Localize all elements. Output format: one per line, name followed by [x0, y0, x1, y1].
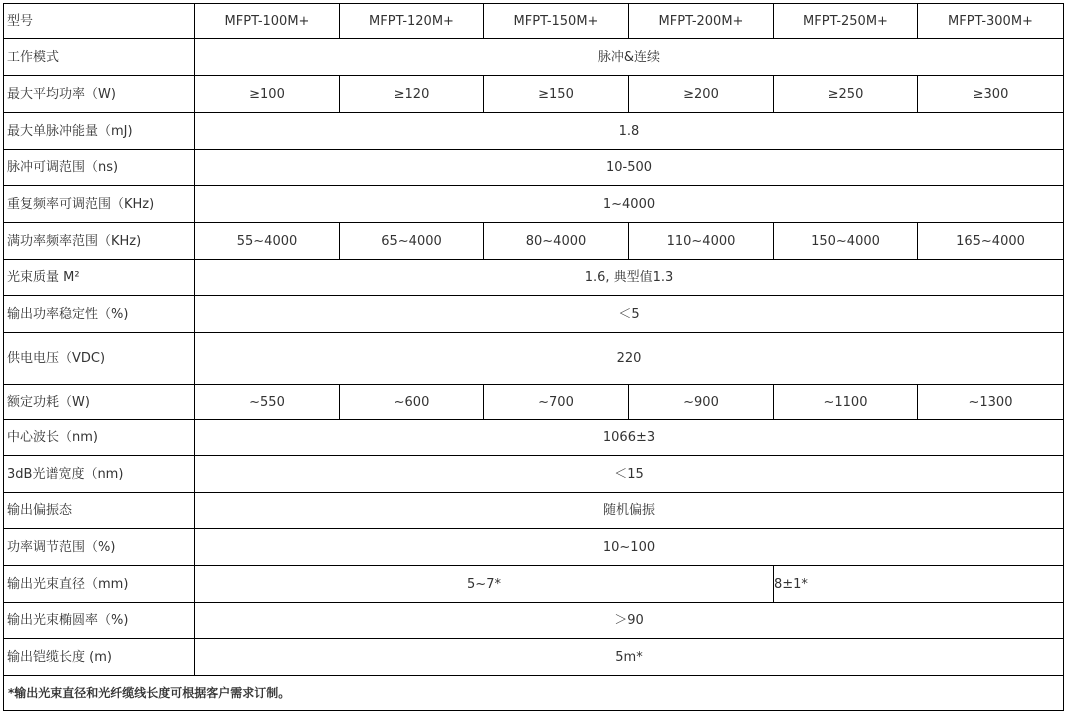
row-label: 工作模式: [4, 39, 195, 76]
row-value: 1~4000: [195, 186, 1064, 223]
row-value: ≥300: [918, 76, 1064, 113]
table-row-pulse-energy: [4, 113, 1064, 150]
row-value: 80~4000: [484, 223, 629, 260]
model-header-4: MFPT-200M+: [629, 4, 774, 39]
row-label: 输出铠缆长度 (m): [4, 639, 195, 676]
row-label: 功率调节范围（%): [4, 529, 195, 566]
table-row-avg-power: [4, 76, 1064, 113]
table-row-polarization: [4, 493, 1064, 529]
row-label: 供电电压（VDC): [4, 333, 195, 385]
row-value: 10-500: [195, 150, 1064, 186]
row-value: ＞90: [195, 603, 1064, 639]
row-value: ≥100: [195, 76, 340, 113]
row-label: 额定功耗（W): [4, 385, 195, 420]
row-label: 3dB光谱宽度（nm): [4, 456, 195, 493]
table-row-model: [4, 4, 1064, 39]
row-value: 55~4000: [195, 223, 340, 260]
row-label: 最大平均功率（W): [4, 76, 195, 113]
table-row-power-range: [4, 529, 1064, 566]
row-value: 220: [195, 333, 1064, 385]
row-label: 型号: [4, 4, 195, 39]
footnote: *输出光束直径和光纤缆线长度可根据客户需求订制。: [4, 676, 1064, 711]
row-label: 光束质量 M²: [4, 260, 195, 296]
row-label: 最大单脉冲能量（mJ): [4, 113, 195, 150]
model-header-6: MFPT-300M+: [918, 4, 1064, 39]
table-row-center-wavelength: [4, 420, 1064, 456]
row-label: 满功率频率范围（KHz): [4, 223, 195, 260]
spec-table: [3, 3, 1064, 711]
row-value: ~600: [340, 385, 484, 420]
table-row-rep-rate: [4, 186, 1064, 223]
row-value: 65~4000: [340, 223, 484, 260]
table-row-beam-quality: [4, 260, 1064, 296]
row-value: 5m*: [195, 639, 1064, 676]
model-header-1: MFPT-100M+: [195, 4, 340, 39]
row-label: 输出偏振态: [4, 493, 195, 529]
table-row-power-stability: [4, 296, 1064, 333]
row-label: 输出功率稳定性（%): [4, 296, 195, 333]
table-row-mode: [4, 39, 1064, 76]
row-value: ＜15: [195, 456, 1064, 493]
row-value: 165~4000: [918, 223, 1064, 260]
row-value: ＜5: [195, 296, 1064, 333]
table-row-ellipticity: [4, 603, 1064, 639]
row-value: 10~100: [195, 529, 1064, 566]
table-row-cable-length: [4, 639, 1064, 676]
row-label: 中心波长（nm): [4, 420, 195, 456]
row-label: 脉冲可调范围（ns): [4, 150, 195, 186]
row-label: 重复频率可调范围（KHz): [4, 186, 195, 223]
model-header-3: MFPT-150M+: [484, 4, 629, 39]
row-label: 输出光束直径（mm): [4, 566, 195, 603]
row-value: ~900: [629, 385, 774, 420]
row-value: 1.8: [195, 113, 1064, 150]
row-value: 5~7*: [195, 566, 774, 603]
row-value: ≥120: [340, 76, 484, 113]
row-value: 1.6, 典型值1.3: [195, 260, 1064, 296]
row-value: 150~4000: [774, 223, 918, 260]
table-row-rated-power: [4, 385, 1064, 420]
row-value: ≥200: [629, 76, 774, 113]
row-value: ~550: [195, 385, 340, 420]
table-row-beam-diameter: [4, 566, 1064, 603]
row-value: ≥250: [774, 76, 918, 113]
row-value: ~700: [484, 385, 629, 420]
row-value: 脉冲&连续: [195, 39, 1064, 76]
model-header-2: MFPT-120M+: [340, 4, 484, 39]
row-value: 随机偏振: [195, 493, 1064, 529]
row-value: 1066±3: [195, 420, 1064, 456]
table-row-full-power-freq: [4, 223, 1064, 260]
table-row-pulse-width: [4, 150, 1064, 186]
table-row-footnote: [4, 676, 1064, 711]
row-value: ≥150: [484, 76, 629, 113]
table-row-spectral-width: [4, 456, 1064, 493]
row-value: 110~4000: [629, 223, 774, 260]
row-label: 输出光束椭圆率（%): [4, 603, 195, 639]
row-value: ~1100: [774, 385, 918, 420]
row-value: ~1300: [918, 385, 1064, 420]
row-value: 8±1*: [774, 566, 1064, 603]
table-row-supply-voltage: [4, 333, 1064, 385]
model-header-5: MFPT-250M+: [774, 4, 918, 39]
